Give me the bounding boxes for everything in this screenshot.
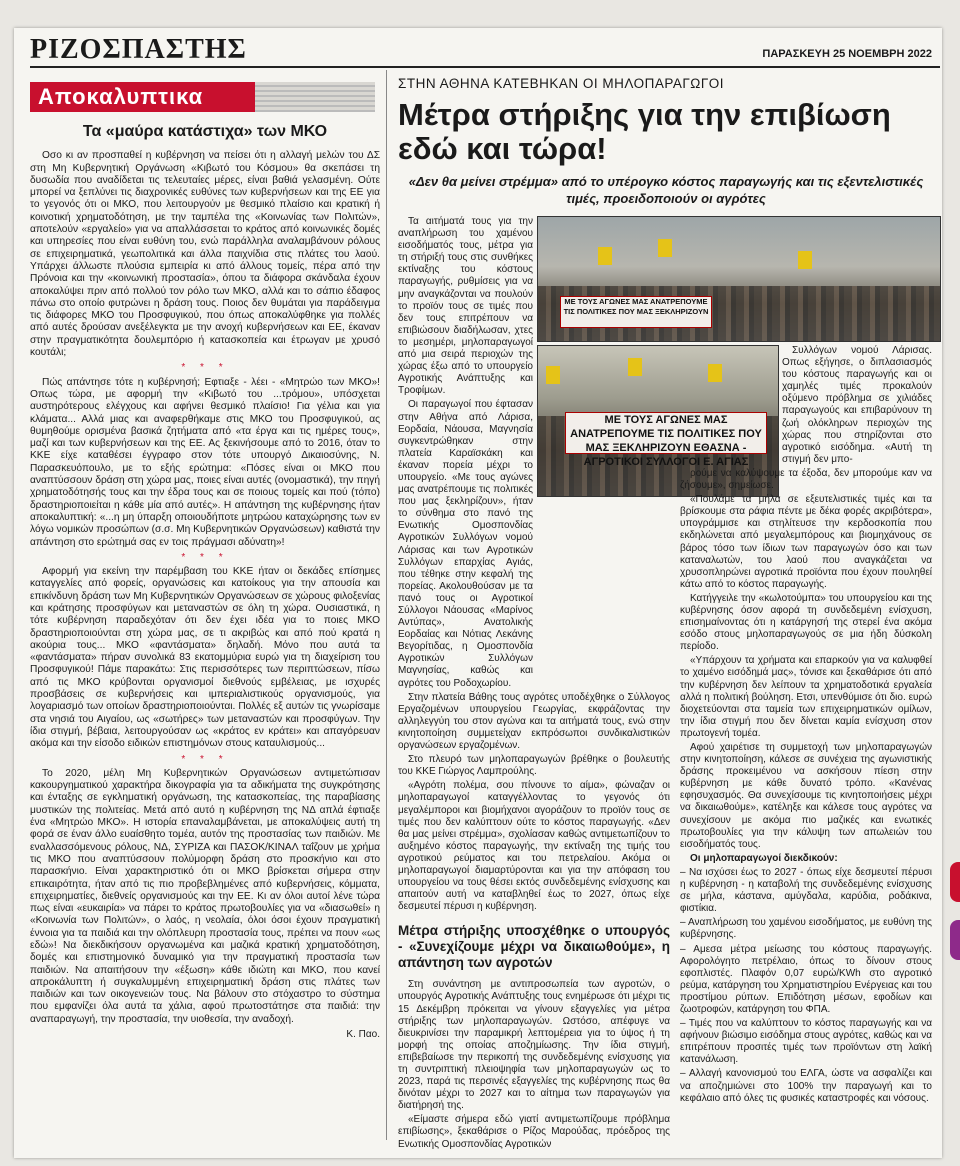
flag-icon <box>798 251 812 269</box>
demand-item: – Αμεσα μέτρα μείωσης του κόστους παραγωγής. Αφορολόγητο πετρέλαιο, όπως το δίνουν στους εφοπλιστές. Πλαφόν 0,07 ευρώ/KWh στο αγροτικό ρεύμα, κατάργηση του Χρηματιστηρίου Ενέργειας και του προστίμου ρύπων. Επιδότηση μέσων, εφοδίων και ζωοτροφών, κατάργηση του ΦΠΑ. <box>680 943 932 1015</box>
section-ribbon: Αποκαλυπτικα <box>30 82 258 112</box>
protest-banner: ΜΕ ΤΟΥΣ ΑΓΩΝΕΣ ΜΑΣ ΑΝΑΤΡΕΠΟΥΜΕ ΤΙΣ ΠΟΛΙΤΙΚΕΣ ΠΟΥ ΜΑΣ ΞΕΚΛΗΡΙΖΟΥΝ <box>560 296 712 328</box>
section-separator: * * * <box>181 753 229 765</box>
mid-paragraph: Στο πλευρό των μηλοπαραγωγών βρέθηκε ο βουλευτής του ΚΚΕ Γιώργος Λαμπρούλης. <box>398 754 670 778</box>
demand-item: – Τιμές που να καλύπτουν το κόστος παραγωγής και να αφήνουν βιώσιμο εισόδημα στους αγρότες, καθώς και να επιτρέπουν προσιτές τιμές των προϊόντων στη λαϊκή κατανάλωση. <box>680 1018 932 1066</box>
middle-column <box>398 216 670 1153</box>
left-article-title: Τα «μαύρα κατάστιχα» των ΜΚΟ <box>82 123 328 140</box>
masthead-rule <box>30 66 940 68</box>
left-paragraph: Το 2020, μέλη Μη Κυβερνητικών Οργανώσεων αντιμετώπισαν κακουργηματικού χαρακτήρα δικογραφία για τα αδικήματα της συγκρότησης και ένταξης σε εγκληματική οργάνωση, της κατασκοπείας, της παραβίασης μυστικών της πολιτείας. Μετά από αυτό η κυβέρνηση της ΝΔ απλά έφτιαξε ένα «Μητρώο ΜΚΟ». Η ιστορία επαναλαμβάνεται, με αποκαλύψεις αυτή τη φορά σε έναν άλλο ευαίσθητο τομέα, αυτόν της προστασίας των παιδιών. Με εναλλασσόμενους ρόλους, ΝΔ, ΣΥΡΙΖΑ και ΠΑΣΟΚ/ΚΙΝΑΛ ταΐζουν με χρήμα τις ΜΚΟ που αναπτύσσουν πολύμορφη δράση στο προσκήνιο και στο παρασκήνιο. Είναι χαρακτηριστικό ότι οι ΜΚΟ βρίσκεται σήμερα στην επικαιρότητα, ήταν από τις πιο προβεβλημένες από κυβερνήσεις, κόμματα, επιχειρηματίες, διεθνείς οργανισμούς και την ΕΕ. Κι αν όλοι αυτοί λένε τώρα πως είναι «ευκαιρία» να πάρει το κράτος πρωτοβουλίες για να «διασωθεί» η «Κοινωνία των Πολιτών», ο λαός, η νεολαία, όλοι όσοι έχουν πραγματική έννοια για τα παιδιά και την ολόπλευρη προστασία τους, πρέπει να πουν «ως εδώ»! Να διεκδικήσουν οργανωμένα και μαζικά κρατική χρηματοδότηση, δομές και επιστημονικό δυναμικό για την πραγματική προστασία των παιδιών. Να απαιτήσουν την «έξωση» κάθε ιδιώτη και ΜΚΟ, που κανεί απροκάλυπτη ή συγκαλυμμένη επιχειρηματική δράση στις πλάτες των παιδιών και των οικογενειών τους. Να βάλουν στο στόχαστρο το σύστημα που εμφανίζει όλα αυτά τα χάλια, αφού πρωτοστάτησε στα παιδιά: την αναπαραγωγή, την προστασία, την υιοθεσία, την αναδοχή. <box>30 767 380 1025</box>
right-paragraph: Κατήγγειλε την «κωλοτούμπα» του υπουργείου και της κυβέρνησης όσον αφορά τη συνδεδεμένη ενίσχυση, επισημαίνοντας ότι η κατάργησή της στερεί ένα ακόμα εσόδο στους μηλοπαραγωγούς σε μια ήδη δύσκολη περίοδο. <box>680 592 932 653</box>
mid-paragraph: «Αγρότη πολέμα, σου πίνουνε το αίμα», φώναζαν οι μηλοπαραγωγοί καταγγέλλοντας το γεγονός ότι μεγαλέμποροι και βιομήχανοι αγοράζουν το προϊόν τους σε τιμές που δεν καλύπτουν ούτε το κόστος παραγωγής. «Δεν θα μας μείνει στρέμμα», σχολίασαν καθώς αντιμετωπίζουν το αυξημένο κόστος παραγωγής, την εκτίναξη της τιμής του αγροτικού ρεύματος και του πετρελαίου. Ακόμα οι μηλοπαραγωγοί διαμαρτύρονται και για την απόφαση του υπουργείου να τους θέσει εκτός συνδεδεμένης ενίσχυσης και απαιτούν αυτή να καταβληθεί έως το 2027, όπως είχε δεσμευτεί πέρυσι η κυβέρνηση. <box>398 780 670 913</box>
demand-item: – Να ισχύσει έως το 2027 - όπως είχε δεσμευτεί πέρυσι η κυβέρνηση - η καταβολή της συνδεδεμένης ενίσχυσης σε μήλα, κάστανα, αμύγδαλα, καρύδια, ροδάκινα, φιστίκια. <box>680 866 932 915</box>
demands-list <box>680 867 932 1105</box>
right-column <box>680 345 932 1107</box>
article-headline: Μέτρα στήριξης για την επιβίωση εδώ και τώρα! <box>398 97 891 166</box>
article-subheading: Μέτρα στήριξης υποσχέθηκε ο υπουργός - «Συνεχίζουμε μέχρι να δικαιωθούμε», η απάντηση των αγροτών <box>398 923 670 971</box>
section-separator: * * * <box>181 362 229 374</box>
article-subhead: «Δεν θα μείνει στρέμμα» από το υπέρογκο κόστος παραγωγής και τις εξεντελιστικές τιμές, προειδοποιούν οι αγρότες <box>408 174 924 206</box>
mid-paragraph: Στη συνάντηση με αντιπροσωπεία των αγροτών, ο υπουργός Αγροτικής Ανάπτυξης τους ενημέρωσε ότι μέχρι τις 15 Δεκέμβρη πρόκειται να γίνουν εξαγγελίες για μέτρα στήριξης των μηλοπαραγωγών. Ωστόσο, απέφυγε να διευκρινίσει την παραμικρή λεπτομέρεια για το ύψος ή τη μορφή της οποίας αποζημίωσης. Την ίδια στιγμή, επιβεβαίωσε την περικοπή της συνδεδεμένης ενίσχυσης για τη συντριπτική πλειοψηφία των μηλοπαραγωγών ως το 2023, παρά τις περσινές εξαγγελίες της κυβέρνησης πως θα δινόταν μέχρι το 2027 και το αίτημα των παραγωγών για διατήρησή της. <box>398 979 670 1112</box>
page-tab-marker <box>950 862 960 902</box>
page-tab-marker <box>950 920 960 960</box>
demand-item: – Αναπλήρωση του χαμένου εισοδήματος, με ευθύνη της κυβέρνησης. <box>680 917 932 941</box>
left-column <box>30 120 380 1041</box>
right-paragraph: «Υπάρχουν τα χρήματα και επαρκούν για να καλυφθεί το χαμένο εισόδημά μας», τόνισε και ξεκαθάρισε ότι από την κυβέρνηση δεν λείπουν τα χρηματοδοτικά εργαλεία αλλά η πολιτική βούληση. Ετσι, υπενθύμισε ότι διο. ευρώ διοχετεύονται στα ταμεία των επιχειρηματικών ομίλων, την ίδια στιγμή που δεν δίνεται καμία ενίσχυση στον πρωτογενή τομέα. <box>680 655 932 739</box>
right-paragraph: Αφού χαιρέτισε τη συμμετοχή των μηλοπαραγωγών στην κινητοποίηση, κάλεσε σε συνέχεια της αγωνιστικής δράσης προκειμένου να ασκήσουν πίεση στην κυβέρνηση με κάθε δυνατό τρόπο. «Κανένας εφησυχασμός. Θα συνεχίσουμε τις κινητοποιήσεις μέχρι να δικαιωθούμε», κατέληξε και κάλεσε τους αγρότες να συνεχίσουν με ακόμα πιο μαζικές και ενωτικές πρωτοβουλίες για την κάλυψη των απωλειών του εισοδήματός τους. <box>680 742 932 850</box>
protest-banner: ΜΕ ΤΟΥΣ ΑΓΩΝΕΣ ΜΑΣ ΑΝΑΤΡΕΠΟΥΜΕ ΤΙΣ ΠΟΛΙΤΙΚΕΣ ΠΟΥ ΜΑΣ ΞΕΚΛΗΡΙΖΟΥΝ ΕΘΑΣΝΑ - ΑΓΡΟΤΙΚΟΙ ΣΥΛΛΟΓΟΙ Ε. ΑΓΙΑΣ <box>565 412 767 454</box>
masthead: ΡΙΖΟΣΠΑΣΤΗΣ <box>30 34 247 65</box>
mid-paragraph: Στην πλατεία Βάθης τους αγρότες υποδέχθηκε ο Σύλλογος Εργαζομένων υπουργείου Γεωργίας, εκφράζοντας την αλληλεγγύη του στον αγώνα και τα αιτήματά τους, ενώ στην κινητοποίηση συμμετείχαν εκπρόσωποι συνδικαλιστικών οργανώσεων εργαζομένων. <box>398 691 670 752</box>
ribbon-stripes <box>255 82 375 112</box>
mid-paragraph: «Είμαστε σήμερα εδώ γιατί αντιμετωπίζουμε πρόβλημα επιβίωσης», ξεκαθάρισε ο Ρίζος Μαρούδας, πρόεδρος της Ενωτικής Ομοσπονδίας Αγροτικών <box>398 1114 670 1150</box>
right-paragraph: «Πουλάμε τα μήλα σε εξευτελιστικές τιμές και τα βρίσκουμε στα ράφια πέντε με δέκα φορές ακριβότερα», υπογράμμισε και στηλίτευσε την κερδοσκοπία που εκδηλώνεται από μεγαλεμπόρους και βιομηχάνους σε βάρος τόσο των ίδιων των παραγωγών όσο και των καταναλωτών, του λαού που αναγκάζεται να χρυσοπληρώνει αγροτικά προϊόντα που έχουν πουληθεί κάτω από το κόστος παραγωγής. <box>680 494 932 590</box>
left-paragraph: Πώς απάντησε τότε η κυβέρνησή; Εφτιαξε - λέει - «Μητρώο των ΜΚΟ»! Οπως τώρα, με αφορμή την «Κιβωτό του ...τρόμου», υπόσχεται αυστηρότερους ελέγχους και αφήνει θεσμικό πλαίσιο! Για γέλια και για κλάματα... Αλλά μιας και αναφερθήκαμε στις ΜΚΟ του Προσφυγικού, ας θυμηθούμε ορισμένα βασικά ζητήματα από «τα έργα και τις ημέρες τους», μαζί και των κυβερνήσεων και της ΕΕ. Ας ξεκινήσουμε από το 2016, όταν το ΚΚΕ είχε καταθέσει έγγραφο στον τότε υπουργό Δικαιοσύνης, Ν. Παρασκευόπουλο, με το εξής ερώτημα: «Πόσες είναι οι ΜΚΟ που αναπτύσσουν δράση στη χώρα μας, ποιες είναι αυτές (ονομαστικά), την πηγή χρηματοδότησής τους και την έδρα τους και σε ποιους τομείς και πού (τόπο) δραστηριοποιείται η κάθε μία από αυτές». Η απάντηση της κυβέρνησης ήταν αποκαλυπτική: «...η μη ύπαρξη οποιουδήποτε μητρώου καταχώρησης των εν λόγω νομικών προσώπων (σ.σ. Μη Κυβερνητικών Οργανώσεων) καθιστά την απάντηση στο ερώτημά σας εν τοις πράγμασι αδύνατη»! <box>30 376 380 548</box>
left-paragraph: Οσο κι αν προσπαθεί η κυβέρνηση να πείσει ότι η αλλαγή μελών του ΔΣ στη Μη Κυβερνητική Οργάνωση «Κιβωτό του Κόσμου» θα σκεπάσει τη δυσωδία που αναδίδεται τις τελευταίες μέρες, είναι βαθιά γελασμένη. Ούτε μπορεί να ξεπλύνει τις διαχρονικές ευθύνες των κυβερνήσεων και της ΕΕ για το γεγονός ότι οι ΜΚΟ, που λειτουργούν με θεσμικό πλαίσιο και κρατική ή κοινοτική χρηματοδότηση, με την ταμπέλα της «Κοινωνίας των Πολιτών», αποτελούν «εργαλείο» για να απαλλάσσεται το κράτος από κοινωνικές δομές και υπηρεσίες που είναι ευθύνη του, ενώ παράλληλα αναλαμβάνουν ρόλους σε επιχειρηματικά, γεωπολιτικά και άλλα παιχνίδια στις πλάτες του λαού. Υπάρχει άλλωστε πλούσια εμπειρία κι από άλλους τομείς, πέρα από την Πρόνοια και την «κοινωνική προστασία», όπου τα διάφορα σκάνδαλα έχουν αποκαλύψει πριν από πολλού τον ρόλο των ΜΚΟ, αλλά και το σάπιο έδαφος πάνω στο οποίο φυτρώνει η δράση τους. Ποιος δεν θυμάται για παράδειγμα τις διάφορες ΜΚΟ του Προσφυγικού, που όπως αποκαλύφθηκε για πολλές από αυτές δρούσαν ανεξέλεγκτα με την ανοχή κυβερνήσεων και ΕΕ, έκαναν στην πραγματικότητα δουλεμπόριο ή κατασκοπεία και έτρωγαν με χρυσό κουτάλι; <box>30 150 380 359</box>
right-paragraph: ρούμε να καλύψουμε τα έξοδα, δεν μπορούμε καν να ζήσουμε», σημείωσε. <box>680 467 932 492</box>
article-kicker: ΣΤΗΝ ΑΘΗΝΑ ΚΑΤΕΒΗΚΑΝ ΟΙ ΜΗΛΟΠΑΡΑΓΩΓΟΙ <box>398 76 725 91</box>
column-divider <box>386 70 387 1140</box>
issue-date: ΠΑΡΑΣΚΕΥΗ 25 ΝΟΕΜΒΡΗ 2022 <box>762 48 932 60</box>
demands-heading: Οι μηλοπαραγωγοί διεκδικούν: <box>690 852 838 864</box>
left-paragraph: Αφορμή για εκείνη την παρέμβαση του ΚΚΕ ήταν οι δεκάδες επίσημες καταγγελίες από φορείς, οργανώσεις και κατοίκους για την απουσία και επικίνδυνη δράση των Μη Κυβερνητικών Οργανώσεων σε χώρους φιλοξενίας και κράτησης προσφύγων και μεταναστών σε όλη τη χώρα. Ουσιαστικά, η τότε κυβέρνηση παραδεχόταν ότι δεν έχει ιδέα για το ποιες ΜΚΟ δραστηριοποιούνται στη χώρα μας, σε τι ακριβώς και από πού κρατά η ακούρια τους... ΜΚΟ «φαντάσματα» δηλαδή. Μόνο που αυτά τα «φαντάσματα» πήραν συνολικά 83 εκατομμύρια ευρώ για τη διαχείριση του Προσφυγικού! Πάμε παρακάτω: Στις περισσότερες των περιπτώσεων, πίσω από τις ΜΚΟ κρύβονται οργανισμοί διεθνούς εμβέλειας, με ισχυρές προσβάσεις σε κυβερνήσεις και ιμπεριαλιστικούς οργανισμούς, για λογαριασμό των οποίων δραστηριοποιούνται. Πολλές εξ αυτών τις γνωρίσαμε στα νησιά του Αιγαίου, ως «σωτήρες» των μεταναστών και προσφύγων. Την ίδια στιγμή, βέβαια, λειτουργούσαν ως «κράτος εν κράτει» και απαγόρευαν ακόμα και την είσοδο ειδικών επιστημόνων στους καταυλισμούς... <box>30 566 380 750</box>
author-signature: Κ. Παο. <box>346 1029 380 1041</box>
demand-item: – Αλλαγή κανονισμού του ΕΛΓΑ, ώστε να ασφαλίζει και να αποζημιώνει στο 100% την παραγωγή και το κεφάλαιο από όλες τις φυσικές καταστροφές και νόσους. <box>680 1068 932 1104</box>
lead-paragraph: Τα αιτήματά τους για την αναπλήρωση του χαμένου εισοδήματός τους, μέτρα για τη στήριξή τους στις συνθήκες εκτίναξης του κόστους παραγωγής, ρυθμίσεις για να μην αναγκάζονται να πουλούν το προϊόν τους σε τιμές που δεν τους επιτρέπουν να επιβιώσουν διαδήλωσαν, χτες το μεσημέρι, μηλοπαραγωγοί από μια σειρά περιοχών της χώρας έξω από το υπουργείο Αγροτικής Ανάπτυξης και Τροφίμων. <box>398 216 533 397</box>
mid-paragraph: Οι παραγωγοί που έφτασαν στην Αθήνα από Λάρισα, Εορδαία, Νάουσα, Μαγνησία συγκεντρώθηκαν στην πλατεία Καραϊσκάκη και έκαναν πορεία μέχρι το υπουργείο. «Με τους αγώνες μας ανατρέπουμε τις πολιτικές που μας ξεκληρίζουν», ήταν το σύνθημα στο πανό της Ενωτικής Ομοσπονδίας Αγροτικών Συλλόγων νομού Λάρισας και των Αγροτικών Συλλόγων επαρχίας Αγιάς, που τέθηκε στην κεφαλή της πορείας. Ακολουθούσαν με τα πανό τους οι Αγροτικοί Σύλλογοι Νάουσας «Μαρίνος Αντύπας», Ανατολικής Εορδαίας και Νότιας Λεκάνης Βεγορίτιδας, η Ομοσπονδία Αγροτικών Συλλόγων Μαγνησίας, καθώς και αγρότες του Ροδοχωρίου. <box>398 399 533 689</box>
right-paragraph: Συλλόγων νομού Λάρισας. Οπως εξήγησε, ο διπλασιασμός του κόστους παραγωγής και οι χαμηλές τιμές προκαλούν οξύμενο πρόβλημα σε χιλιάδες παραγωγούς και επιβαρύνουν τη ζωή ολόκληρων περιοχών της χώρας που στηρίζονται στο αγροτικό εισόδημα. «Αυτή τη στιγμή δεν μπο- <box>782 345 932 465</box>
section-separator: * * * <box>181 551 229 563</box>
